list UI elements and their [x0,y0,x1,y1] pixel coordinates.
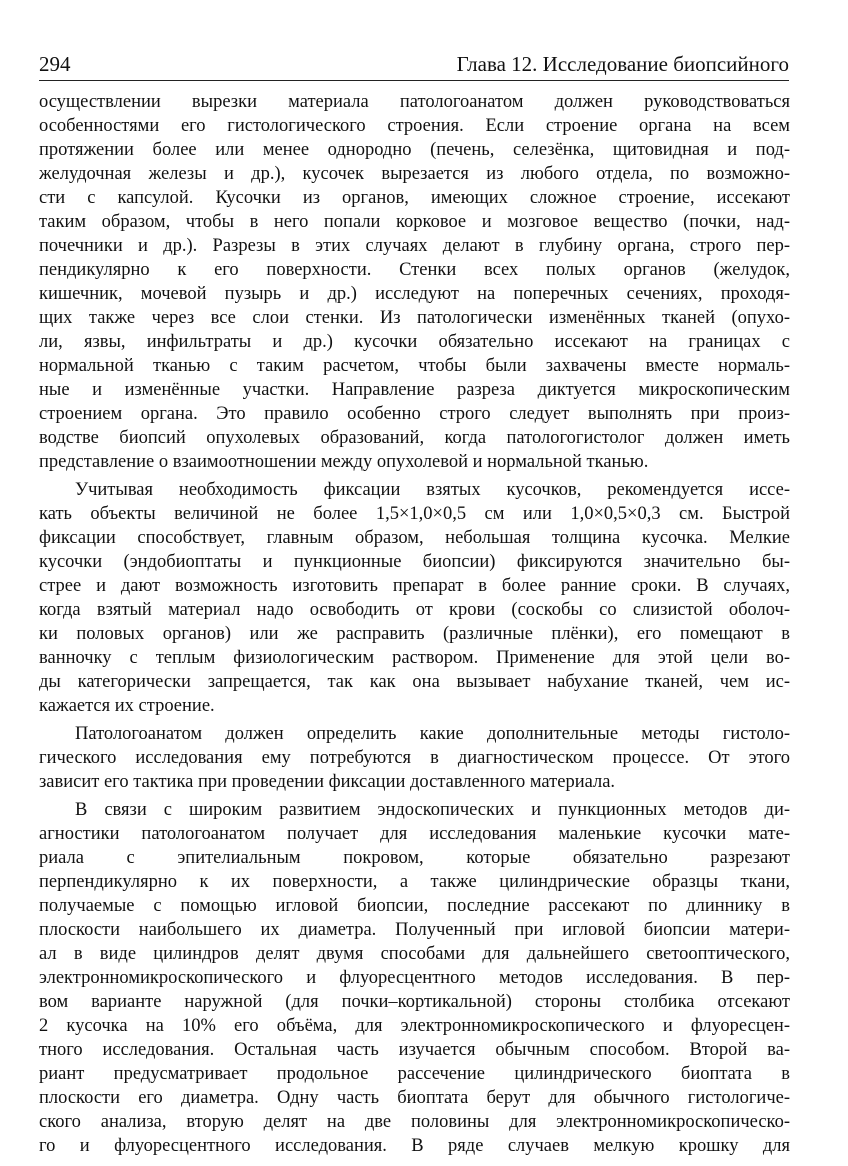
text-line: представление о взаимоотношении между опухолевой и нормальной тканью. [39,452,649,472]
text-line: фиксации способствует, главным образом, небольшая толщина кусочка. Мелкие [39,528,790,548]
text-line: когда взятый материал надо освободить от крови (соскобы со слизистой оболоч- [39,600,790,620]
text-line: плоскости его диаметра. Одну часть биоптата берут для обычного гистологиче- [39,1088,790,1108]
text-line: ли, язвы, инфильтраты и др.) кусочки обязательно иссекают на границах с [39,332,790,352]
text-line: В связи с широким развитием эндоскопических и пункционных методов ди- [75,800,790,820]
text-line: особенностями его гистологического строения. Если строение органа на всем [39,116,790,136]
paragraph [39,722,790,794]
text-line: таким образом, чтобы в него попали корковое и мозговое вещество (почки, над- [39,212,790,232]
text-line: сти с капсулой. Кусочки из органов, имеющих сложное строение, иссекают [39,188,790,208]
paragraph [39,478,790,718]
text-line: получаемые с помощью игловой биопсии, последние рассекают по длиннику в [39,896,790,916]
paragraph [39,798,790,1158]
text-line: тного исследования. Остальная часть изучается обычным способом. Второй ва- [39,1040,790,1060]
text-line: гического исследования ему потребуются в диагностическом процессе. От этого [39,748,790,768]
text-line: желудочная железы и др.), кусочек вырезается из любого отдела, по возможно- [39,164,790,184]
page-header [39,50,789,81]
text-line: го и флуоресцентного исследования. В ряде случаев мелкую крошку для [39,1136,790,1156]
text-line: пендикулярно к его поверхности. Стенки всех полых органов (желудок, [39,260,790,280]
text-line: вом варианте наружной (для почки–кортикальной) стороны столбика отсекают [39,992,790,1012]
text-line: электронномикроскопического и флуоресцентного методов исследования. В пер- [39,968,790,988]
text-line: ки половых органов) или же расправить (различные плёнки), его помещают в [39,624,790,644]
text-line: риала с эпителиальным покровом, которые обязательно разрезают [39,848,790,868]
text-line: плоскости наибольшего их диаметра. Полученный при игловой биопсии матери- [39,920,790,940]
text-line: нормальной тканью с таким расчетом, чтобы были захвачены вместе нормаль- [39,356,790,376]
running-head: Глава 12. Исследование биопсийного [456,52,789,76]
text-line: ды категорически запрещается, так как она вызывает набухание тканей, чем ис- [39,672,790,692]
text-line: зависит его тактика при проведении фиксации доставленного материала. [39,772,616,792]
text-line: ные и изменённые участки. Направление разреза диктуется микроскопическим [39,380,790,400]
text-line: ского анализа, вторую делят на две половины для электронномикроскопическо- [39,1112,790,1132]
text-line: кажается их строение. [39,696,215,716]
text-line: риант предусматривает продольное рассечение цилиндрического биоптата в [39,1064,790,1084]
text-line: стрее и дают возможность изготовить препарат в более ранние сроки. В случаях, [39,576,790,596]
page-number: 294 [39,52,71,76]
text-line: ал в виде цилиндров делят двумя способами для дальнейшего светооптического, [39,944,790,964]
text-line: почечники и др.). Разрезы в этих случаях делают в глубину органа, строго пер- [39,236,790,256]
text-line: щих также через все слои стенки. Из патологически изменённых тканей (опухо- [39,308,790,328]
body-text [39,90,790,1162]
text-line: 2 кусочка на 10% его объёма, для электронномикроскопического и флуоресцен- [39,1016,790,1036]
text-line: кишечник, мочевой пузырь и др.) исследуют на поперечных сечениях, проходя- [39,284,790,304]
text-line: кусочки (эндобиоптаты и пункционные биопсии) фиксируются значительно бы- [39,552,790,572]
paragraph [39,90,790,474]
text-line: перпендикулярно к их поверхности, а также цилиндрические образцы ткани, [39,872,790,892]
text-line: ванночку с теплым физиологическим раствором. Применение для этой цели во- [39,648,790,668]
text-line: агностики патологоанатом получает для исследования маленькие кусочки мате- [39,824,790,844]
text-line: строением органа. Это правило особенно строго следует выполнять при произ- [39,404,790,424]
text-line: протяжении более или менее однородно (печень, селезёнка, щитовидная и под- [39,140,790,160]
text-line: Патологоанатом должен определить какие дополнительные методы гистоло- [75,724,790,744]
text-line: Учитывая необходимость фиксации взятых кусочков, рекомендуется иссе- [75,480,790,500]
text-line: кать объекты величиной не более 1,5×1,0×0,5 см или 1,0×0,5×0,3 см. Быстрой [39,504,790,524]
text-line: водстве биопсий опухолевых образований, когда патологогистолог должен иметь [39,428,790,448]
text-line: осуществлении вырезки материала патологоанатом должен руководствоваться [39,92,790,112]
